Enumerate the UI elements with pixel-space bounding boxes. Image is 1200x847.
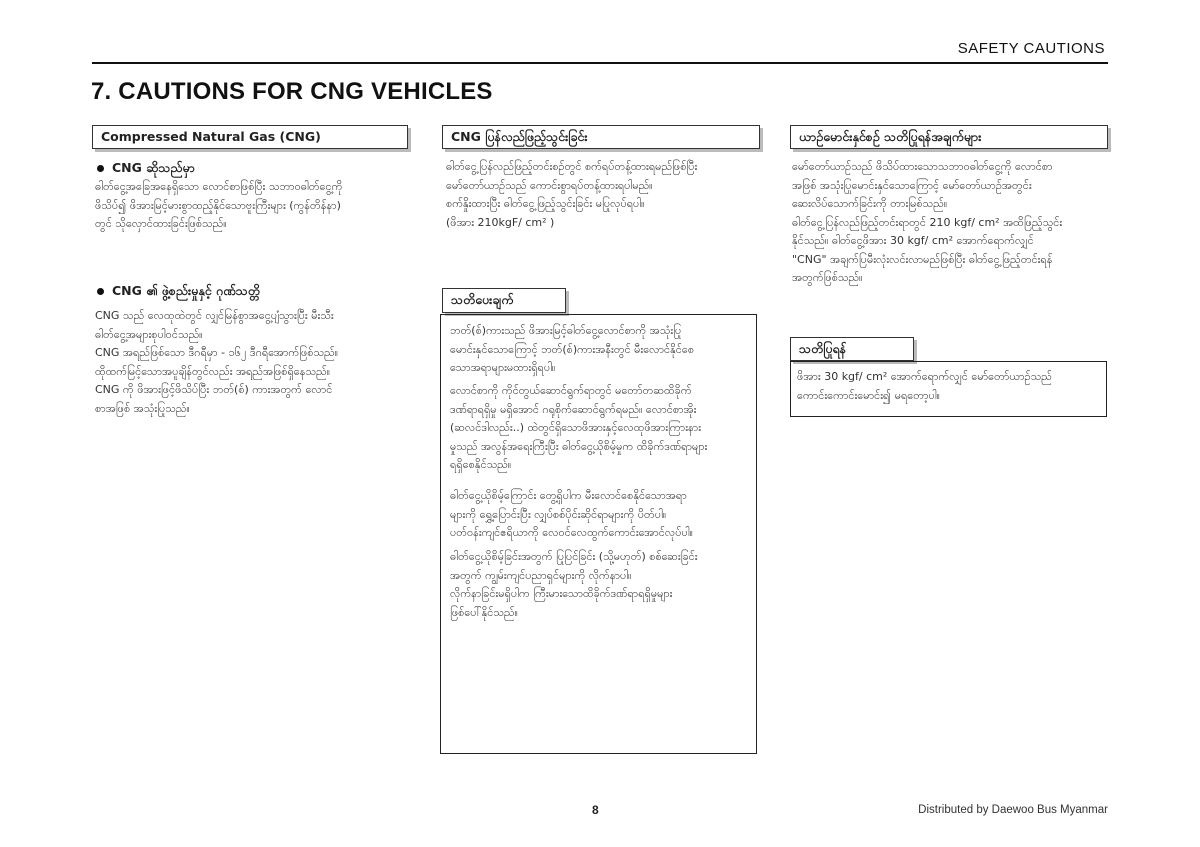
cng-meaning-heading-text: CNG ဆိုသည်မှာ [112,160,195,175]
cng-composition-heading-text: CNG ၏ ဖွဲ့စည်းမှုနှင့် ဂုဏ်သတ္တိ [112,283,261,298]
bullet-icon [97,288,104,295]
cng-composition-heading [97,283,260,302]
warning-paragraph-1: ဘတ်(စ်)ကားသည် ဖိအားမြင့်ဓါတ်ငွေ့လောင်စာကို အသုံးပြု မောင်းနှင်သောကြောင့် ဘတ်(စ်)ကားအနီးတွင် မီးလောင်နိုင်စေ သောအရာများမထားရှိရပါ။ [450,324,695,374]
caution-box-header: သတိပြုရန် [790,337,914,361]
cng-composition-body: CNG သည် လေထုထဲတွင် လျှင်မြန်စွာအငွေ့ပျံသွားပြီး မီးသီး ဓါတ်ငွေ့အများစုပါဝင်သည်။ CNG အရည်ဖြစ်သော ဒီဂရီမှာ - ၁၆၂ ဒီဂရီအောက်ဖြစ်သည်။ ထိုထက်မြင့်သောအပူချိန်တွင်လည်း အရည်အဖြစ်ရှိနေသည်။ CNG ကို ဖိအားဖြင့်ဖိသိပ်ပြီး ဘတ်(စ်) ကားအတွက် လောင် စာအဖြစ် အသုံးပြုသည်။ [95,309,339,415]
page-title: 7. CAUTIONS FOR CNG VEHICLES [91,78,493,105]
header-divider [92,62,1108,64]
driving-cautions-box-header: ယာဉ်မောင်းနှင်စဉ် သတိပြုရန်အချက်များ [790,125,1108,149]
page-number: 8 [592,803,599,817]
cng-meaning-body: ဓါတ်ငွေ့အခြေအနေရှိသော လောင်စာဖြစ်ပြီး သဘာဝဓါတ်ငွေ့ကို ဖိသိပ်၍ ဖိအားမြင့်မားစွာထည့်နိုင်သောဗူးကြီးများ (ကွန်တိန်နာ) တွင် သိုလှောင်ထားခြင်းဖြစ်သည်။ [95,180,343,230]
warning-paragraph-4: ဓါတ်ငွေ့ယိုစိမ့်ခြင်းအတွက် ပြုပြင်ခြင်း (သို့မဟုတ်) စစ်ဆေးခြင်း အတွက် ကျွမ်းကျင်ပညာရှင်များကို လိုက်နာပါ။ လိုက်နာခြင်းမရှိပါက ကြီးမားသောထိခိုက်ဒဏ်ရာရရှိမှုများ ဖြစ်ပေါ်နိုင်သည်။ [450,550,698,619]
warning-paragraph-3: ဓါတ်ငွေ့ယိုစိမ့်ကြောင်း တွေ့ရှိပါက မီးလောင်စေနိုင်သောအရာ များကို ရွှေ့ပြောင်းပြီး လျှပ်စစ်ပိုင်းဆိုင်ရာများကို ပိတ်ပါ။ ပတ်ဝန်းကျင်ဧရိယာကို လေဝင်လေထွက်ကောင်းအောင်လုပ်ပါ။ [450,489,693,539]
warning-box-header: သတိပေးချက် [442,288,566,313]
cng-refueling-body: ဓါတ်ငွေ့ပြန်လည်ဖြည့်တင်းစဉ်တွင် စက်ရပ်တန့်ထားရမည်ဖြစ်ပြီး မော်တော်ယာဉ်သည် ကောင်းစွာရပ်တန့်ထားရပါမည်။ စက်နှိုးထားပြီး ဓါတ်ငွေ့ဖြည့်သွင်းခြင်း မပြုလုပ်ရပါ။ (ဖိအား 210kgF/ cm² ) [446,160,698,229]
section-title: SAFETY CAUTIONS [957,40,1105,57]
bullet-icon [97,165,104,172]
caution-body: ဖိအား 30 kgf/ cm² အောက်ရောက်လျှင် မော်တော်ယာဉ်သည် ကောင်းကောင်းမောင်း၍ မရတော့ပါ။ [797,370,1052,402]
driving-cautions-body: မော်တော်ယာဉ်သည် ဖိသိပ်ထားသောသဘာဝဓါတ်ငွေ့ကို လောင်စာ အဖြစ် အသုံးပြုမောင်းနှင်သောကြောင့် မော်တော်ယာဉ်အတွင်း ဆေးလိပ်သောက်ခြင်းကို တားမြစ်သည်။ ဓါတ်ငွေ့ပြန်လည်ဖြည့်တင်းရာတွင် 210 kgf/ cm² အထိဖြည့်သွင်း နိုင်သည်။ ဓါတ်ငွေ့ဖိအား 30 kgf/ cm² အောက်ရောက်လျှင် "CNG" အချက်ပြမီးလုံးလင်းလာမည်ဖြစ်ပြီး ဓါတ်ငွေ့ဖြည့်တင်းရန် အတွက်ဖြစ်သည်။ [792,160,1063,284]
cng-refueling-box-header: CNG ပြန်လည်ဖြည့်သွင်းခြင်း [442,125,760,149]
cng-meaning-heading [97,160,195,179]
warning-paragraph-2: လောင်စာကို ကိုင်တွယ်ဆောင်ရွက်ရာတွင် မတော်တဆထိခိုက် ဒဏ်ရာရရှိမှု မရှိအောင် ဂရုစိုက်ဆောင်ရွက်ရမည်။ လောင်စာအိုး (ဆလင်ဒါလည်း..) ထဲတွင်ရှိသောဖိအားနှင့်လေထုဖိအားကြားနား မှုသည် အလွန်အရေးကြီးပြီး ဓါတ်ငွေ့ယိုစိမ့်မှုက ထိခိုက်ဒဏ်ရာများ ရရှိစေနိုင်သည်။ [450,384,708,471]
footer-credit: Distributed by Daewoo Bus Myanmar [918,804,1108,816]
cng-definition-box-header: Compressed Natural Gas (CNG) [92,125,408,149]
